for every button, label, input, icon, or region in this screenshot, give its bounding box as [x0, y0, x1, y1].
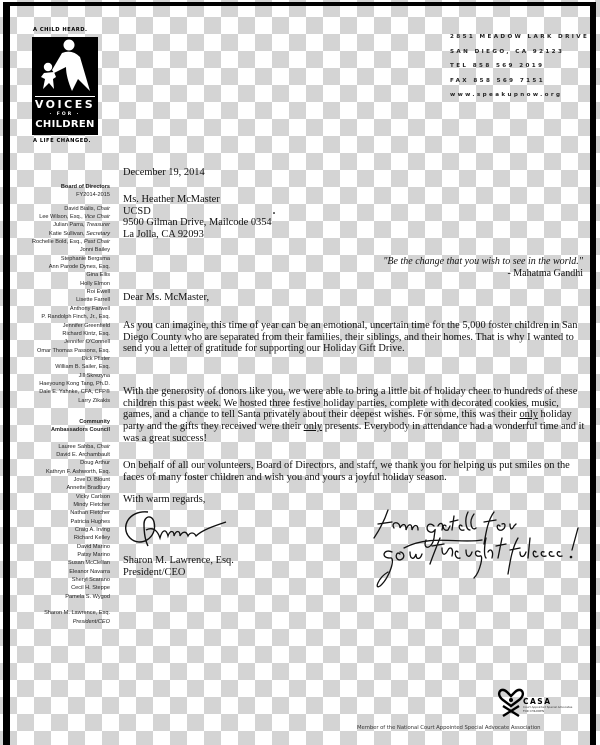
emphasis-only-2: only — [303, 421, 323, 433]
roster-entry: Nathan Fletcher — [70, 510, 110, 517]
signer-name: Sharon M. Lawrence, Esq. — [123, 555, 234, 566]
roster-entry: Doug Arthur — [80, 460, 110, 467]
casa-subtitle: Court Appointed Special Advocates FOR CHILDREN — [523, 705, 573, 713]
council-heading-1: Community — [79, 418, 110, 425]
logo-divider — [35, 96, 95, 97]
adult-child-figure-icon — [32, 37, 98, 97]
roster-entry: Eleanor Navarra — [69, 568, 110, 575]
roster-entry: Jonni Bailey — [79, 247, 110, 254]
gandhi-quote — [330, 256, 583, 279]
recipient-city: La Jolla, CA 92093 — [123, 229, 204, 241]
roster-entry: Anthony Farwell — [69, 305, 110, 312]
roster-entry: Annette Bradbury — [66, 485, 110, 492]
roster-entry: Kathryn F. Ashworth, Esq. — [45, 468, 110, 475]
tagline-top: A CHILD HEARD. — [33, 27, 88, 33]
roster-entry: Mindy Fletcher — [73, 502, 110, 509]
casa-label: CASA — [523, 697, 552, 706]
roster-entry: David Marino — [77, 543, 110, 550]
council-member-list — [10, 443, 110, 602]
roster-entry: Craig A. Irving — [74, 527, 110, 534]
frame-top-border — [10, 2, 592, 6]
recipient-street: 9500 Gilman Drive, Mailcode 0354 — [123, 217, 272, 229]
address-city: SAN DIEGO, CA 92123 — [450, 48, 565, 55]
signer-block — [123, 555, 234, 578]
address-street: 2851 MEADOW LARK DRIVE — [450, 34, 590, 40]
roster-entry: Jove D. Blount — [73, 477, 110, 483]
salutation: Dear Ms. McMaster, — [123, 292, 210, 303]
roster-entry: Jill Skrezyna — [78, 372, 110, 379]
roster-entry: Larry Zikakis — [78, 397, 110, 404]
roster-entry: Ann Parode Dynes, Esq. — [48, 264, 110, 271]
tagline-bottom: A LIFE CHANGED. — [33, 138, 92, 144]
roster-entry: Pamela S. Wygod — [65, 593, 110, 600]
roster-entry: Cecil H. Steppe — [71, 585, 110, 592]
paragraph-1: As you can imagine, this time of year can be an emotional, uncertain time for the 5,000 foster children in San Diego County who are separated from their families, their siblings, and their homes. That is why I wanted to send you a letter of gratitude for supporting our Holiday Gift Drive. — [123, 320, 578, 355]
roster-entry: Patsy Marino — [77, 552, 110, 559]
membership-statement: Member of the National Court Appointed Special Advocate Association — [357, 725, 541, 731]
roster-entry: Omar Thomas Passons, Esq. — [37, 347, 110, 354]
president-title: President/CEO — [72, 618, 110, 625]
roster-entry: David Bialis, Chair — [64, 205, 110, 212]
president-name: Sharon M. Lawrence, Esq. — [44, 610, 110, 617]
organization-address — [450, 30, 589, 103]
roster-entry: P. Randolph Finch, Jr., Esq. — [41, 314, 110, 321]
roster-entry: Sheryl Scarano — [71, 577, 110, 584]
paragraph-3: On behalf of all our volunteers, Board of Directors, and staff, we thank you for helping us put smiles on the faces of many foster children and wish you and yours a joyful holiday season. — [123, 460, 570, 483]
voices-for-children-logo — [30, 27, 100, 144]
paragraph-2: With the generosity of donors like you, we were able to bring a little bit of holiday cheer to hundreds of these children this past week. We hosted three festive holiday parties, complete with decorated cookies, music, games, and a chance to tell Santa privately about their deepest wishes. For some, this was their only holiday party and the gifts they received were their only presents. Everybody in attendance had a wonderful time and it was a great success! — [123, 386, 585, 444]
logo-text-children: CHILDREN — [35, 119, 95, 130]
handwritten-signature — [118, 508, 228, 554]
emphasis-only-1: only — [519, 409, 538, 421]
roster-entry: Rochelle Bold, Esq., Past Chair — [31, 239, 110, 246]
board-year: FY2014-2015 — [76, 192, 110, 199]
recipient-org: UCSD — [123, 205, 151, 217]
roster-entry: William B. Sailer, Esq. — [55, 364, 110, 371]
roster-entry: Susan McClellan — [68, 560, 110, 567]
board-heading: Board of Directors — [60, 184, 110, 190]
board-member-list — [10, 205, 110, 405]
roster-entry: Jennifer O'Connell — [64, 339, 110, 346]
address-web: www.speakupnow.org — [450, 92, 563, 98]
roster-entry: Gina Ellis — [86, 272, 110, 279]
roster-entry: Katie Sullivan, Secretary — [49, 230, 110, 237]
handwritten-note — [370, 508, 595, 598]
frame-left-border — [3, 2, 10, 745]
roster-entry: David E. Archambault — [56, 451, 110, 458]
roster-entry: Patricia Hughes — [70, 518, 110, 525]
closing: With warm regards, — [123, 494, 206, 505]
letter-date: December 19, 2014 — [123, 167, 205, 178]
roster-entry: Lauree Sahba, Chair — [58, 443, 110, 450]
logo-text-for: · FOR · — [49, 112, 81, 117]
roster-entry: Jennifer Greenfield — [62, 322, 110, 329]
roster-entry: Haeyoung Kong Tang, Ph.D. — [39, 380, 110, 387]
frame-right-border — [590, 2, 596, 745]
roster-entry: Julian Parra, Treasurer — [53, 222, 110, 229]
address-fax: FAX 858 569 7151 — [450, 77, 545, 84]
roster-entry: Dick Pfister — [81, 355, 110, 362]
council-heading-2: Ambassadors Council — [50, 427, 110, 434]
recipient-name: Ms. Heather McMaster — [123, 194, 220, 205]
roster-entry: Richard Kelley — [73, 535, 110, 542]
sidebar-roster — [10, 183, 110, 626]
recipient-block — [123, 194, 272, 241]
roster-entry: Holly Elmon — [80, 280, 110, 287]
roster-entry: Vicky Carlson — [75, 493, 110, 500]
address-tel: TEL 858 569 2019 — [450, 63, 545, 69]
roster-entry: Dale E. Yahnke, CFA, CFP® — [39, 389, 110, 396]
roster-entry: Roi Ewell — [86, 289, 110, 296]
roster-entry: Lisette Farrell — [76, 297, 110, 304]
roster-entry: Stephanie Bergsma — [60, 255, 110, 262]
logo-box — [32, 37, 98, 135]
signer-title: President/CEO — [123, 566, 186, 578]
roster-entry: Lee Wilson, Esq., Vice Chair — [39, 214, 110, 221]
quote-text: "Be the change that you wish to see in the world." — [383, 256, 583, 267]
logo-text-voices: VOICES — [34, 98, 96, 111]
roster-entry: Richard Kintz, Esq. — [62, 330, 110, 337]
scan-speck — [273, 212, 275, 214]
quote-attribution: - Mahatma Gandhi — [507, 267, 583, 279]
